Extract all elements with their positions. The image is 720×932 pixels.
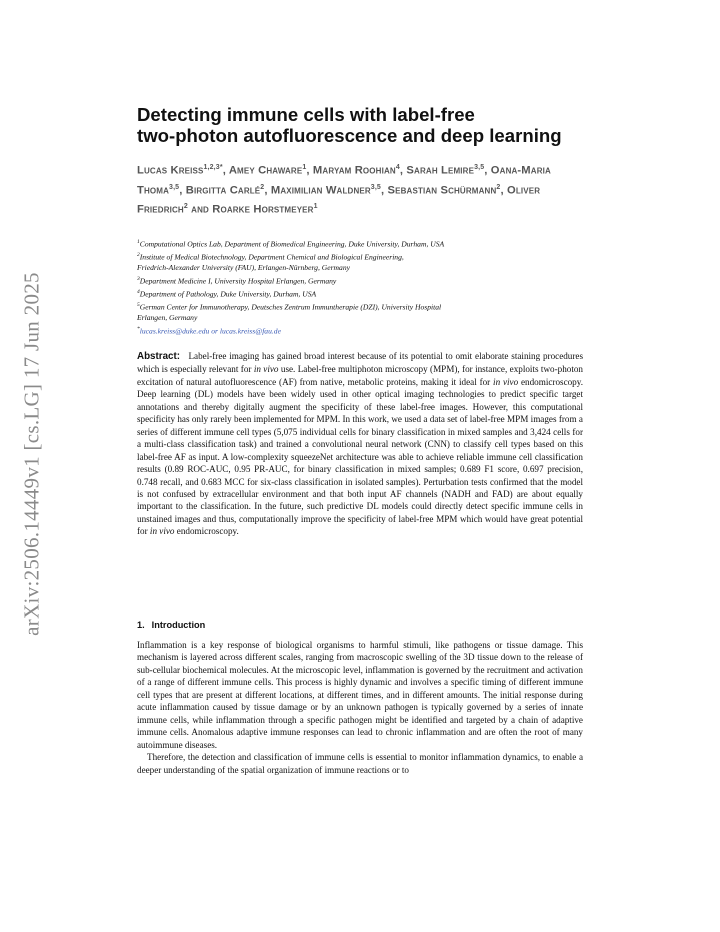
author-affiliation-marker: 2 [183,203,188,211]
affiliation-line [137,300,583,313]
author-name: Sarah Lemire [406,164,475,177]
abstract-emphasis: in vivo [253,364,279,375]
abstract-text: endomicroscopy. Deep learning (DL) models have been widely used in other optical imaging technologies to predict specific target annotations and thereby digitally augment the specificity of these label-free images. However, this computational specificity has only rarely been implemented for MPM. In this work, we used a data set of label-free MPM images from a series of different immune cell types (5,075 individual cells for binary classification in mixed samples and 3,424 cells for a multi-class classification task) and trained a convolutional neural network (CNN) to classify cell types based on this label-free AF as input. A low-complexity squeezeNet architecture was able to achieve reliable immune cell classification results (0.89 ROC-AUC, 0.95 PR-AUC, for binary classification in mixed samples; 0.689 F1 score, 0.697 precision, 0.748 recall, and 0.683 MCC for six-class classification in isolated samples). Perturbation tests confirmed that the model is not confused by extracellular environment and that both input AF channels (NADH and FAD) are about equally important to the classification. In the future, such predictive DL models could directly detect specific immune cells in unstained images and thus, computationally improve the specificity of label-free MPM which would have great potential for [137,376,583,537]
title-line-1: Detecting immune cells with label-free [137,104,475,125]
author-separator: , [306,164,313,177]
affiliation-line [137,263,583,274]
author-affiliation-marker: 3,5 [169,183,180,191]
author-name: Sebastian Schürmann [387,184,497,197]
abstract-text: use. Label-free multiphoton microscopy (MPM), for instance, exploits two-photon excitation of natural autofluorescence (AF) from native, metabolic proteins, making it ideal for [137,364,583,387]
affiliation-number: 5 [137,302,140,309]
affiliation-text: Institute of Medical Biotechnology, Department Chemical and Biological Engineering, [139,252,404,262]
affiliation-number: 3 [137,275,140,282]
author-name: Maximilian Waldner [270,184,371,197]
affiliation-line [137,250,583,263]
affiliation-text: Department of Pathology, Duke University, Durham, USA [139,289,317,299]
corresponding-email-line [137,324,583,337]
title-line-2: two-photon autofluorescence and deep learning [137,125,562,146]
author-affiliation-marker: 2 [496,183,501,191]
author-name: Birgitta Carlé [185,184,261,197]
abstract-label: Abstract: [137,351,181,362]
author-affiliation-marker: 3,5 [474,164,485,171]
author-affiliation-marker: 2 [260,183,265,191]
author-name: Oliver Friedrich [137,184,541,216]
author-list [137,160,583,219]
affiliation-line [137,274,583,287]
author-affiliation-marker: 1 [313,203,318,211]
author-separator: , [500,184,507,197]
author-name: Roarke Horstmeyer [212,203,314,216]
arxiv-identifier: arXiv:2506.14449v1 [cs.LG] 17 Jun 2025 [19,272,44,636]
author-affiliation-marker: 1,2,3* [203,164,223,171]
affiliation-text: German Center for Immunotherapy, Deutsches Zentrum Immuntherapie (DZI), University Hospital [139,302,442,312]
intro-paragraph-1: Inflammation is a key response of biological organisms to harmful stimuli, like pathogens or tissue damage. This mechanism is layered across different scales, ranging from macroscopic swelling of the 3D tissue down to the release of sub-cellular biochemical molecules. At the microscopic level, inflammation is governed by the recruitment and activation of a range of different immune cells. This process is highly dynamic and involves a specific timing of different immune cell types that are present at different locations, at different times, and in different amounts. The initial response during acute inflammation caused by tissue damage or by an unknown pathogen is typically governed by a series of innate immune cells, while inflammation through a specific pathogen might be identified and targeted by a chain of adaptive immune cells. Anomalous adaptive immune responses can lead to chronic inflammation and are often the root of many autoimmune diseases. [137,640,583,750]
affiliation-text: Erlangen, Germany [137,313,198,323]
affiliation-number: 1 [137,239,140,245]
abstract-emphasis: in vivo [149,526,175,537]
email-link[interactable]: lucas.kreiss@duke.edu or lucas.kreiss@fau.de [139,326,281,336]
author-separator: , [380,184,388,197]
author-separator: , [264,184,271,197]
author-separator: , [399,164,407,177]
abstract-text: endomicroscopy. [174,526,239,537]
affiliation-line [137,287,583,300]
author-affiliation-marker: 3,5 [370,183,381,191]
affiliation-text: Friedrich-Alexander University (FAU), Erlangen-Nürnberg, Germany [137,263,350,273]
section-title: Introduction [151,620,206,630]
author-separator: and [187,203,213,216]
arxiv-sidebar [14,0,50,932]
author-name: Amey Chaware [228,164,303,177]
author-separator: , [484,164,491,177]
author-affiliation-marker: 4 [395,164,400,171]
section-heading-introduction [137,620,205,630]
author-separator: , [179,184,186,197]
affiliation-line [137,237,583,250]
affiliation-number: 2 [137,252,140,259]
intro-paragraph-2: Therefore, the detection and classification of immune cells is essential to monitor inflammation dynamics, to enable a deeper understanding of the spatial organization of immune reactions or to [137,752,583,775]
abstract-text: Label-free imaging has gained broad interest because of its potential to omit elaborate staining procedures which is especially relevant for [137,351,584,375]
author-separator: , [222,164,229,177]
section-number: 1. [137,620,145,630]
author-name: Lucas Kreiss [137,164,204,177]
abstract-body [137,351,583,536]
affiliation-line [137,313,583,324]
author-name: Oana-Maria Thoma [137,164,551,197]
abstract-emphasis: in vivo [493,376,519,387]
introduction-body [137,639,583,776]
abstract [137,350,583,538]
affiliation-text: Computational Optics Lab, Department of Biomedical Engineering, Duke University, Durham, USA [139,239,445,249]
email-marker: * [137,325,140,332]
affiliation-text: Department Medicine I, University Hospital Erlangen, Germany [139,276,337,286]
affiliation-list [137,237,583,337]
author-affiliation-marker: 1 [302,164,307,171]
author-name: Maryam Roohian [312,164,396,177]
paper-title [137,104,583,146]
affiliation-number: 4 [137,288,140,295]
